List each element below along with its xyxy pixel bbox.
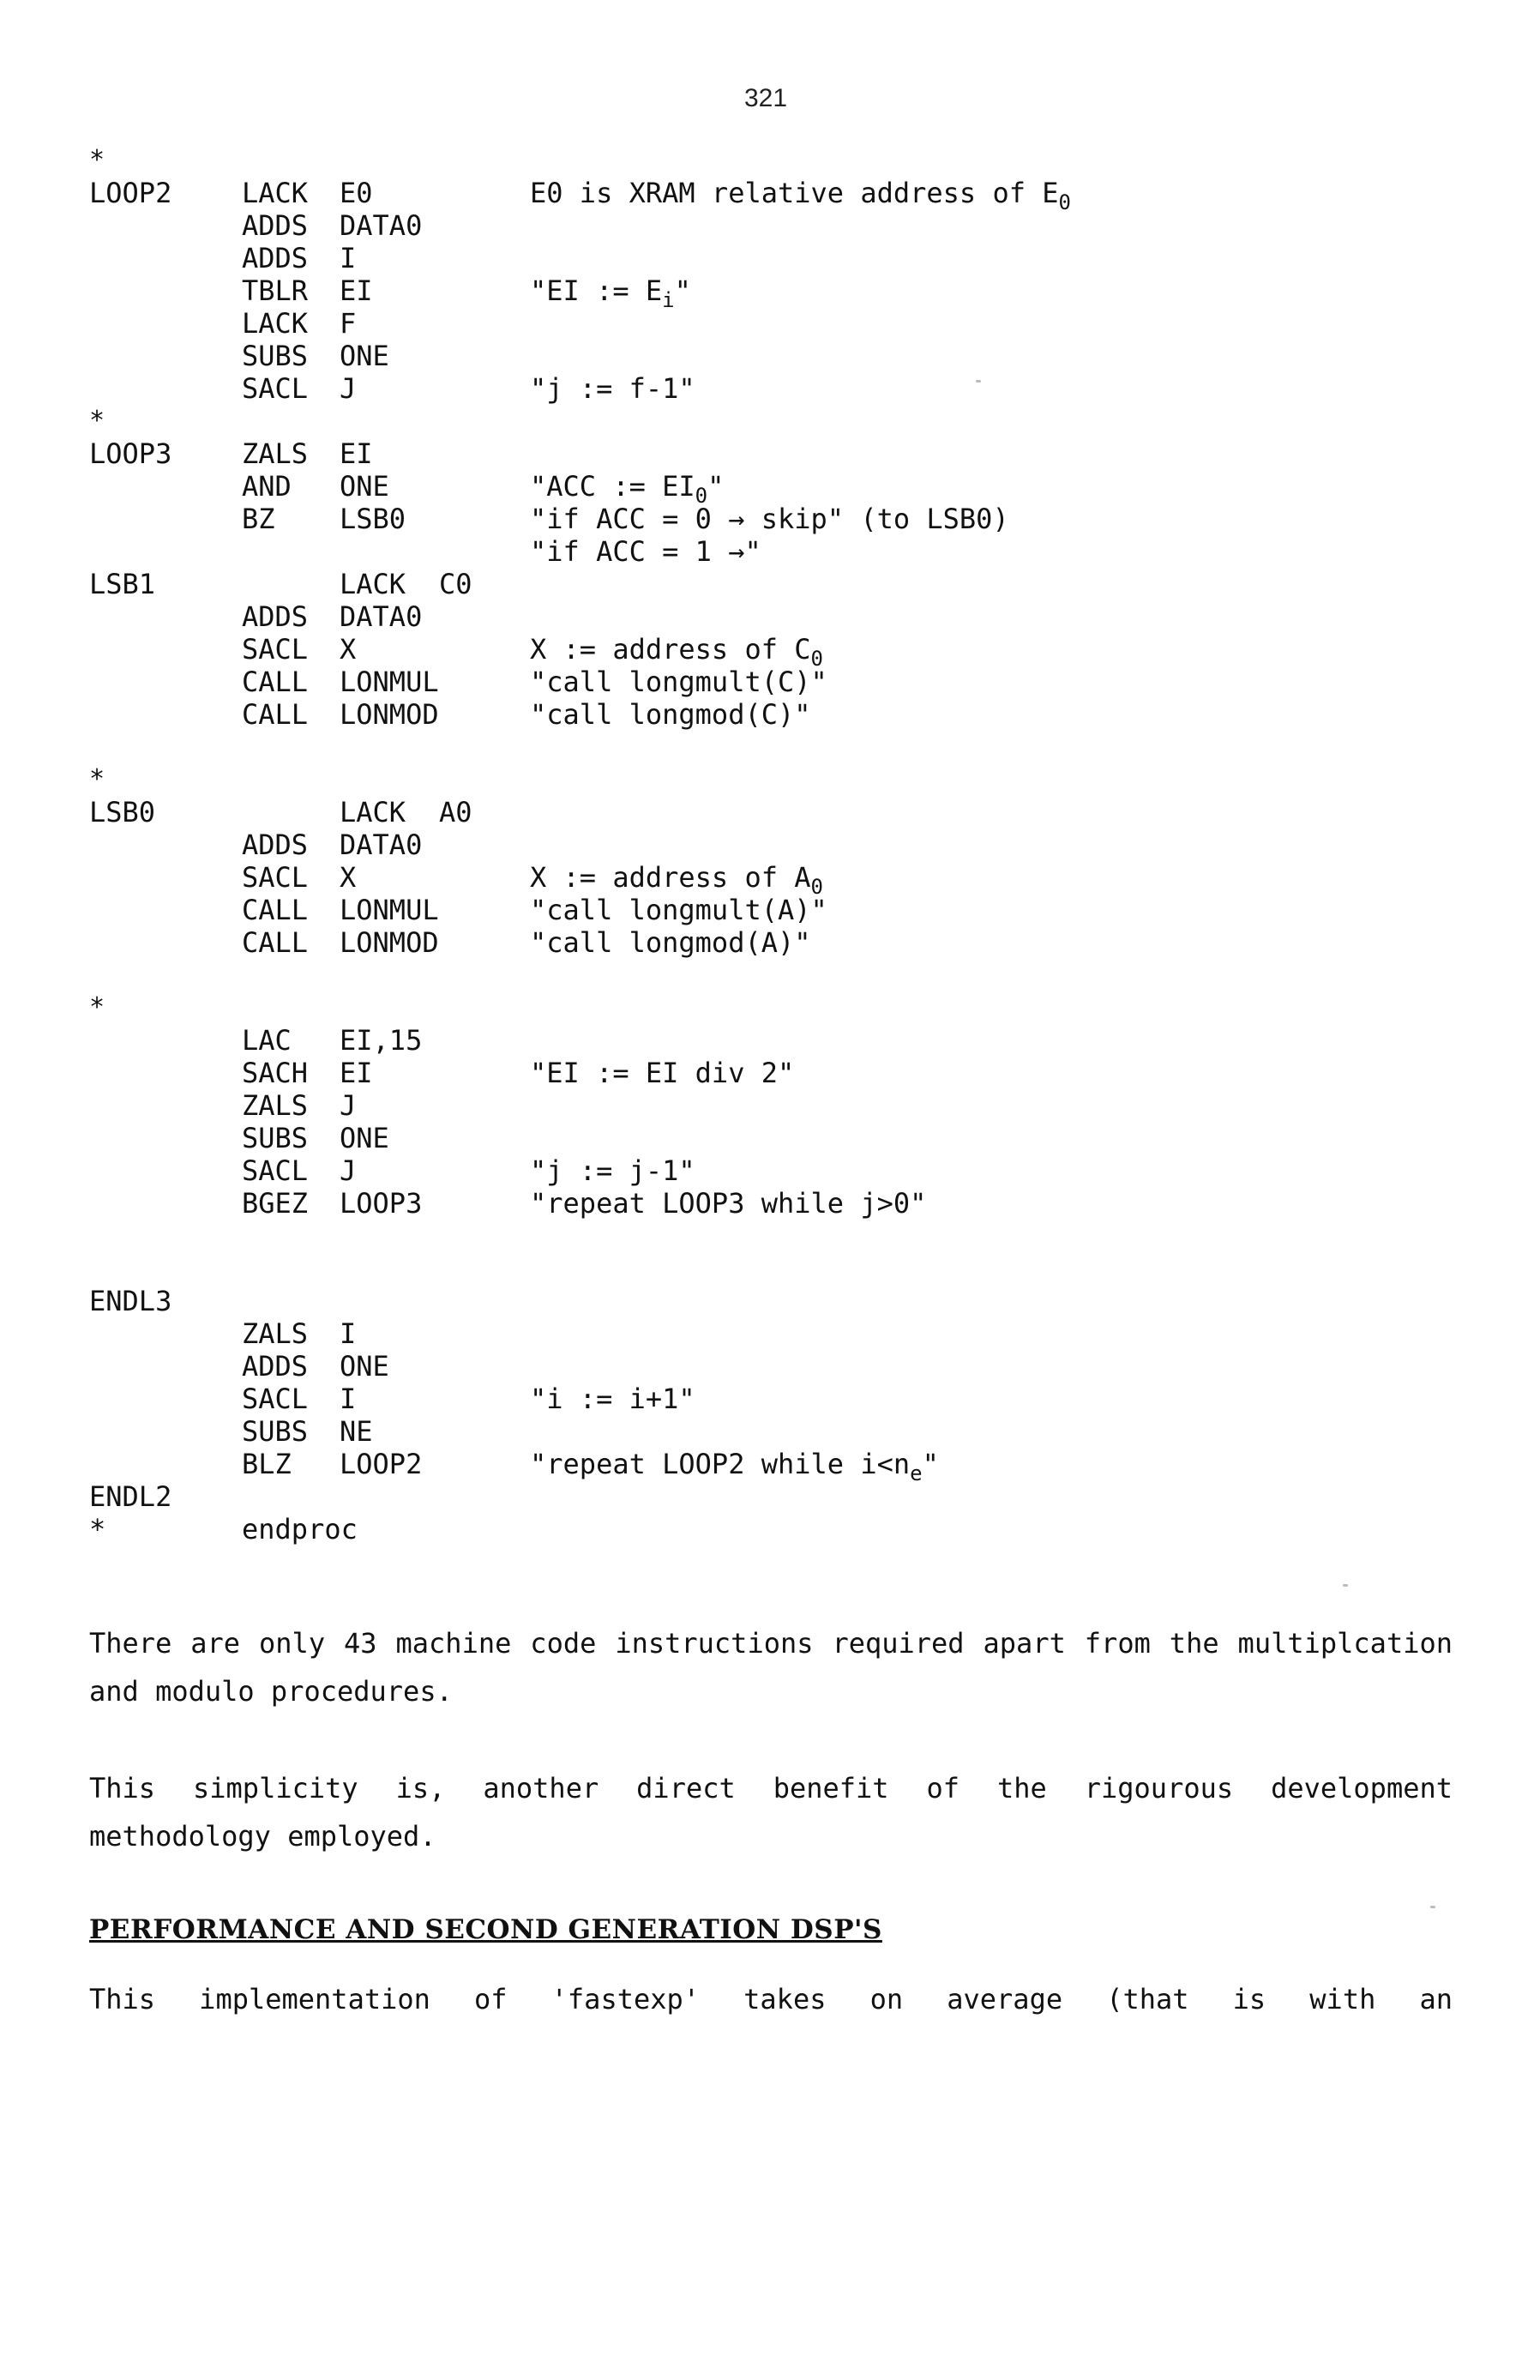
paragraph-instruction-count: There are only 43 machine code instructions required apart from the multiplcation and modulo procedures. [89, 1627, 1453, 1708]
scan-speck [1343, 1584, 1348, 1587]
code-opcode: BZ [242, 503, 275, 535]
page-number: 321 [744, 84, 788, 112]
code-line [89, 144, 1461, 177]
code-line [89, 763, 1461, 796]
code-opcode: SACL [242, 1154, 309, 1187]
code-line [89, 274, 1461, 312]
code-opcode: SACL [242, 633, 309, 666]
code-operand: ONE [340, 470, 389, 503]
code-opcode: CALL [242, 926, 309, 959]
code-comment [530, 633, 823, 671]
code-opcode: TBLR [242, 274, 309, 307]
comment-text: "call longmod(C)" [530, 698, 811, 731]
comment-tail: " [674, 274, 691, 307]
code-operand: C0 [439, 568, 472, 600]
code-line [89, 828, 1461, 861]
code-line [89, 535, 1461, 568]
code-comment [530, 1057, 794, 1089]
code-comment [530, 535, 761, 568]
code-opcode: BGEZ [242, 1187, 309, 1220]
code-label: * [89, 1513, 106, 1545]
comment-text: "call longmod(A)" [530, 926, 811, 959]
code-opcode: SACL [242, 1383, 309, 1415]
code-comment [530, 274, 691, 312]
code-opcode: SACL [242, 861, 309, 894]
comment-text: "j := j-1" [530, 1154, 695, 1187]
code-comment [530, 926, 811, 959]
code-comment [530, 861, 823, 899]
code-line [89, 1057, 1461, 1089]
code-line [89, 991, 1461, 1024]
code-line [89, 503, 1461, 535]
code-operand: LONMUL [340, 666, 439, 698]
code-comment [530, 894, 827, 926]
code-label: LOOP2 [89, 177, 172, 209]
scan-speck [976, 380, 981, 383]
comment-subscript: 0 [1058, 190, 1071, 214]
code-line [89, 959, 1461, 991]
code-opcode: CALL [242, 894, 309, 926]
code-opcode: SUBS [242, 1122, 309, 1154]
comment-text: "ACC := EI [530, 470, 695, 503]
code-operand: E0 [340, 177, 373, 209]
code-line [89, 1350, 1461, 1383]
code-operand: A0 [439, 796, 472, 828]
scan-speck [1430, 1906, 1435, 1908]
code-operand: X [340, 633, 357, 666]
code-opcode: SACL [242, 372, 309, 405]
code-line [89, 568, 1461, 600]
code-line [89, 1252, 1461, 1285]
code-operand: EI [340, 274, 373, 307]
code-line [89, 1154, 1461, 1187]
code-opcode: SACH [242, 1057, 309, 1089]
code-comment [530, 1448, 939, 1485]
code-opcode: ADDS [242, 242, 309, 274]
code-opcode: ZALS [242, 437, 309, 470]
code-line [89, 666, 1461, 698]
code-line [89, 731, 1461, 763]
code-opcode: BLZ [242, 1448, 292, 1480]
code-comment [530, 372, 695, 405]
code-operand: ONE [340, 1350, 389, 1383]
code-line [89, 1089, 1461, 1122]
code-operand: I [340, 242, 357, 274]
code-opcode: ZALS [242, 1317, 309, 1350]
code-operand: LOOP2 [340, 1448, 423, 1480]
comment-tail: " [922, 1448, 939, 1480]
code-line [89, 1285, 1461, 1317]
code-opcode: ZALS [242, 1089, 309, 1122]
code-operand: LONMOD [340, 698, 439, 731]
code-operand: J [340, 372, 357, 405]
code-comment [530, 1154, 695, 1187]
code-line [89, 698, 1461, 731]
code-comment [530, 698, 811, 731]
comment-text: "j := f-1" [530, 372, 695, 405]
code-opcode: LACK [340, 796, 406, 828]
comment-text: "EI := E [530, 274, 663, 307]
code-operand: J [340, 1154, 357, 1187]
code-opcode: ADDS [242, 209, 309, 242]
code-line [89, 340, 1461, 372]
code-operand: EI [340, 1057, 373, 1089]
code-operand: DATA0 [340, 600, 423, 633]
code-line [89, 894, 1461, 926]
comment-text: X := address of A [530, 861, 811, 894]
code-line [89, 1480, 1461, 1513]
code-label: LSB1 [89, 568, 156, 600]
code-opcode: ADDS [242, 1350, 309, 1383]
comment-subscript: 0 [810, 647, 823, 671]
code-opcode: ADDS [242, 600, 309, 633]
code-label: LOOP3 [89, 437, 172, 470]
code-line [89, 1122, 1461, 1154]
code-listing [89, 144, 1461, 1545]
code-line [89, 1024, 1461, 1057]
code-line [89, 1317, 1461, 1350]
code-operand: LSB0 [340, 503, 406, 535]
code-operand: ONE [340, 1122, 389, 1154]
code-comment [530, 666, 827, 698]
code-opcode: ADDS [242, 828, 309, 861]
comment-text: "if ACC = 1 →" [530, 535, 761, 568]
comment-text: "repeat LOOP3 while j>0" [530, 1187, 927, 1220]
code-line [89, 242, 1461, 274]
paragraph-performance: This implementation of 'fastexp' takes on average (that is with an [89, 1983, 1453, 2015]
comment-subscript: i [662, 288, 675, 312]
code-line [89, 405, 1461, 437]
code-label: ENDL2 [89, 1480, 172, 1513]
section-heading: PERFORMANCE AND SECOND GENERATION DSP'S [89, 1914, 882, 1945]
comment-star: * [89, 406, 105, 436]
code-operand: LOOP3 [340, 1187, 423, 1220]
code-label: ENDL3 [89, 1285, 172, 1317]
comment-star: * [89, 992, 105, 1022]
code-operand: ONE [340, 340, 389, 372]
code-comment [530, 177, 1071, 214]
comment-text: "if ACC = 0 → skip" (to LSB0) [530, 503, 1009, 535]
code-opcode: LACK [242, 177, 309, 209]
code-opcode: SUBS [242, 1415, 309, 1448]
code-line [89, 470, 1461, 508]
code-line [89, 1513, 1461, 1545]
code-line [89, 1448, 1461, 1485]
comment-subscript: 0 [810, 875, 823, 899]
code-operand: LONMOD [340, 926, 439, 959]
code-line [89, 633, 1461, 671]
code-opcode: AND [242, 470, 292, 503]
code-label: LSB0 [89, 796, 156, 828]
code-comment [530, 470, 725, 508]
code-opcode: CALL [242, 698, 309, 731]
code-line [89, 209, 1461, 242]
code-operand: DATA0 [340, 209, 423, 242]
code-line [89, 1220, 1461, 1252]
code-line [89, 1415, 1461, 1448]
comment-subscript: e [910, 1461, 923, 1485]
code-line [89, 307, 1461, 340]
comment-star: * [89, 764, 105, 794]
comment-subscript: 0 [695, 484, 708, 508]
code-line [89, 437, 1461, 470]
comment-text: "i := i+1" [530, 1383, 695, 1415]
code-operand: EI [340, 437, 373, 470]
code-opcode: LACK [242, 307, 309, 340]
comment-star: * [89, 145, 105, 175]
code-operand: X [340, 861, 357, 894]
code-line [89, 177, 1461, 214]
code-comment [530, 1187, 926, 1220]
code-line [89, 861, 1461, 899]
code-comment [530, 503, 1009, 535]
code-line [89, 372, 1461, 405]
paragraph-simplicity: This simplicity is, another direct benefit of the rigourous development methodology employed. [89, 1772, 1453, 1853]
code-opcode: LACK [340, 568, 406, 600]
code-operand: F [340, 307, 357, 340]
code-line [89, 796, 1461, 828]
code-operand: I [340, 1383, 357, 1415]
code-operand: DATA0 [340, 828, 423, 861]
code-line [89, 926, 1461, 959]
comment-text: "call longmult(A)" [530, 894, 827, 926]
code-operand: J [340, 1089, 357, 1122]
code-comment [530, 1383, 695, 1415]
code-operand: LONMUL [340, 894, 439, 926]
code-opcode: LAC [242, 1024, 292, 1057]
code-opcode: CALL [242, 666, 309, 698]
code-opcode: SUBS [242, 340, 309, 372]
comment-text: E0 is XRAM relative address of E [530, 177, 1059, 209]
code-operand: NE [340, 1415, 373, 1448]
code-line [89, 1187, 1461, 1220]
comment-text: "repeat LOOP2 while i<n [530, 1448, 911, 1480]
comment-tail: " [707, 470, 725, 503]
code-line [89, 600, 1461, 633]
comment-text: "EI := EI div 2" [530, 1057, 795, 1089]
comment-text: X := address of C [530, 633, 811, 666]
code-opcode: endproc [242, 1513, 358, 1545]
code-line [89, 1383, 1461, 1415]
code-operand: EI,15 [340, 1024, 423, 1057]
comment-text: "call longmult(C)" [530, 666, 827, 698]
code-operand: I [340, 1317, 357, 1350]
